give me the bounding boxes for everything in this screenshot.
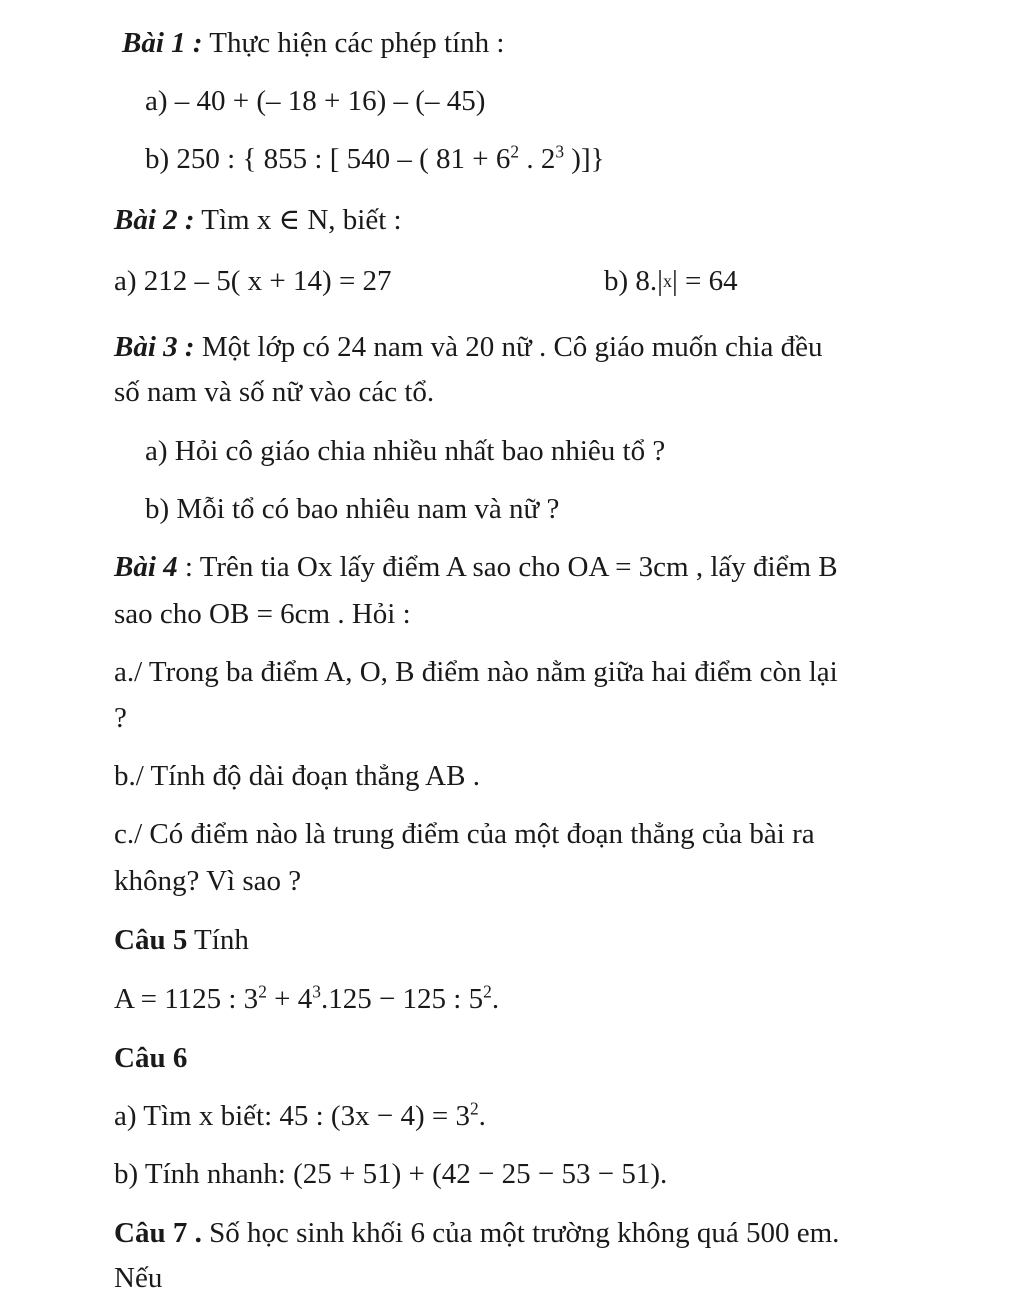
bai3-text1: Một lớp có 24 nam và 20 nữ . Cô giáo muốn chia đều [194,331,823,363]
cau5-exp1: 2 [258,981,267,1002]
cau7-title: Câu 7 . [114,1217,202,1249]
cau7-line2: Nếu [114,1262,163,1294]
bai1-b-mid: . 2 [519,143,556,175]
bai4-part-b: b./ Tính độ dài đoạn thẳng AB . [114,760,480,792]
bai1-heading [122,29,504,58]
bai2-part-b [604,267,738,296]
cau5-exp2: 3 [312,981,321,1002]
bai3-line1 [114,333,822,362]
cau6-a-post: . [478,1100,486,1132]
cau5-exp3: 2 [483,981,492,1002]
bai2-heading [114,206,402,235]
cau5-heading [114,926,249,955]
cau5-expr-p2: + 4 [266,983,313,1015]
bai4-line2: sao cho OB = 6cm . Hỏi : [114,598,411,630]
cau5-title: Câu 5 [114,924,188,956]
bai4-line1 [114,553,838,582]
cau6-a-pre: a) Tìm x biết: 45 : (3x − 4) = 3 [114,1100,470,1132]
cau6-title: Câu 6 [114,1042,188,1074]
bai1-b-post: )]} [564,143,605,175]
bai4-part-c-line1: c./ Có điểm nào là trung điểm của một đoạn thẳng của bài ra [114,818,815,850]
bai1-b-exp1: 2 [510,141,520,162]
bai1-title: Bài 1 : [122,27,203,59]
cau6-part-a [114,1098,486,1132]
cau6-a-exp: 2 [469,1098,479,1119]
cau6-part-b: b) Tính nhanh: (25 + 51) + (42 − 25 − 53 − 51). [114,1158,668,1190]
bai1-part-a: a) – 40 + (– 18 + 16) – (– 45) [145,85,486,117]
cau5-expr-p4: . [491,983,500,1015]
bai2-text: Tìm x ∈ N, biết : [194,204,402,236]
bai4-part-a-line1: a./ Trong ba điểm A, O, B điểm nào nằm giữa hai điểm còn lại [114,656,838,688]
bai4-text1: : Trên tia Ox lấy điểm A sao cho OA = 3cm , lấy điểm B [177,551,838,583]
bai1-b-pre: b) 250 : { 855 : [ 540 – ( 81 + 6 [145,143,511,175]
cau5-expr-p1: A = 1125 : 3 [114,983,259,1015]
bai2-title: Bài 2 : [114,204,195,236]
cau5-text: Tính [187,924,249,956]
bai4-part-a-line2: ? [114,702,127,734]
cau5-expr-p3: .125 − 125 : 5 [320,983,484,1015]
bai3-title: Bài 3 : [114,331,195,363]
bai3-part-b: b) Mỗi tổ có bao nhiêu nam và nữ ? [145,493,560,525]
bai3-line2: số nam và số nữ vào các tổ. [114,376,435,408]
cau5-expression [114,981,500,1015]
cau7-text: Số học sinh khối 6 của một trường không quá 500 em. [201,1217,840,1249]
cau7-line1 [114,1219,839,1248]
bai4-part-c-line2: không? Vì sao ? [114,865,302,897]
bai2-b-x: x [662,271,672,291]
bai1-part-b [145,141,605,175]
bai1-b-exp2: 3 [555,141,565,162]
bai2-part-a: a) 212 – 5( x + 14) = 27 [114,265,392,297]
bai4-title: Bài 4 [114,551,178,583]
bai1-text: Thực hiện các phép tính : [202,27,505,59]
bai3-part-a: a) Hỏi cô giáo chia nhiều nhất bao nhiêu tổ ? [145,435,666,467]
bai2-b-post: | = 64 [671,265,738,297]
bai2-b-pre: b) 8.| [604,265,663,297]
